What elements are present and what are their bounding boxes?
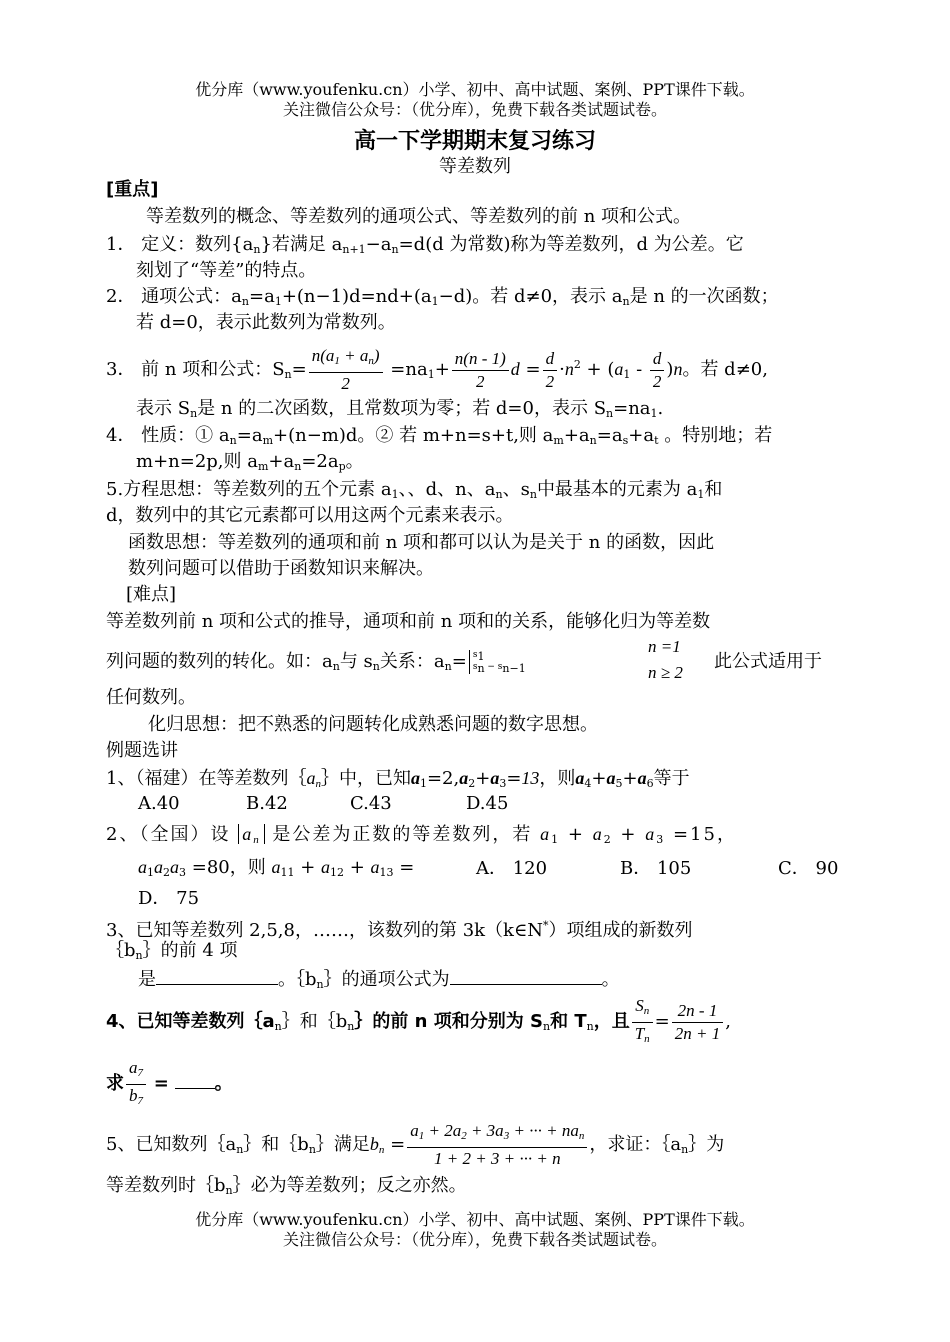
example-1-option-b: B.42: [246, 793, 288, 814]
header-line-2: 关注微信公众号：（优分库），免费下载各类试题试卷。: [282, 100, 667, 119]
example-2-option-b: B． 105: [620, 858, 692, 879]
example-3-line2: $\{b_n\}$的前 4 项: [106, 940, 238, 962]
example-2-option-a: A． 120: [476, 858, 548, 879]
key-sum-formula-line2: 表示 $S_n$是 n 的二次函数，且常数项为零；若 d=0，表示 $S_n=na_1$.: [136, 398, 664, 420]
example-3: 3、已知等差数列 2,5,8，……，该数列的第 3k（k∈N*）项组成的新数列: [106, 919, 693, 941]
hard-line-4: 化归思想：把不熟悉的问题转化成熟悉问题的数字思想。: [148, 714, 598, 735]
example-5: 5、已知数列$\{a_n\}$和$\{b_n\}$满足$b_n$ = $\frac{a_1 + 2a_2 + 3a_3 + \cdot\cdot\cdot + na_n}{1 + 2 + 3 + \cdot\cdot\cdot + n}$ ，求证：$\{a_n\}$为: [106, 1121, 725, 1168]
ratio-expression: $\frac{2n - 1}{2n + 1}$: [672, 1000, 723, 1045]
sum-fraction-3: $\frac{d}{2}$: [543, 348, 558, 393]
piecewise-brace: $s_1$ $s_n - s_{n-1}$: [469, 650, 526, 674]
example-3-line3: 是 。$\{b_n\}$的通项公式为 。: [138, 966, 620, 997]
hard-line-1: 等差数列前 n 项和公式的推导，通项和前 n 项和的关系，能够化归为等差数: [106, 611, 711, 632]
example-5-line2: 等差数列时$\{b_n\}$必为等差数列；反之亦然。: [106, 1175, 467, 1197]
ratio-a7-b7: $\frac{a_7}{b_7}$: [126, 1057, 146, 1112]
key-sum-formula: 3． 前 n 项和公式：$S_n=$ $\frac{n(a_1 + a_n)}{2}$ $=na_1+$ $\frac{n(n - 1)}{2}$ d = $\frac{d}{2}$ $\cdot n^2 + (a_1$ - $\frac{d}{2}$ )n。若 d≠0,: [106, 346, 768, 393]
key-general-term-line2: 若 d=0，表示此数列为常数列。: [136, 312, 396, 333]
hard-line-2: 列问题的数列的转化。如：$a_n$与 $s_n$关系：$a_n= s_1$ $s_n - s_{n-1}$: [106, 650, 526, 675]
hard-line-3: 任何数列。: [106, 687, 196, 708]
condition-n-ge-2: n ≥ 2: [648, 663, 683, 682]
examples-heading: 例题选讲: [106, 740, 178, 761]
key-property-line2: m+n=2p,则 $a_m+a_n=2a_p$。: [136, 451, 364, 473]
hard-heading: [难点]: [126, 584, 177, 605]
answer-blank-3[interactable]: [175, 1070, 215, 1089]
sum-fraction-4: $\frac{d}{2}$: [650, 348, 665, 393]
example-1-option-c: C.43: [350, 793, 392, 814]
page-subtitle: 等差数列: [439, 156, 511, 177]
example-1: 1、（福建）在等差数列$\{a_n\}$中，已知$a_1=2,a_2+a_3=13$，则$a_4+a_5+a_6$等于: [106, 768, 690, 790]
example-4: 4、已知等差数列$\{a_n\}$和$\{b_n\}$的前 n 项和分别为 $S_n$和 $T_n$，且 $\frac{S_n}{T_n}$ = $\frac{2n - 1}{2n + 1}$ ,: [106, 994, 731, 1055]
key-equation-idea-line2: d，数列中的其它元素都可以用这两个元素来表示。: [106, 505, 514, 526]
footer-line-1: 优分库（www.youfenku.cn）小学、初中、高中试题、案例、PPT课件下载。: [195, 1210, 755, 1229]
key-definition: 1． 定义：数列$\{a_n\}$若满足 $a_{n+1}-a_n=d(d$ 为常数)称为等差数列，d 为公差。它: [106, 234, 744, 256]
footer-line-2: 关注微信公众号：（优分库），免费下载各类试题试卷。: [282, 1230, 667, 1249]
key-general-term: 2． 通项公式：$a_n=a_1+(n-1)d=nd+(a_1-d)$。若 d≠0，表示 $a_n$是 n 的一次函数；: [106, 286, 779, 308]
bn-fraction: $\frac{a_1 + 2a_2 + 3a_3 + \cdot\cdot\cdot + na_n}{1 + 2 + 3 + \cdot\cdot\cdot + n}$: [407, 1120, 587, 1170]
example-1-option-a: A.40: [138, 793, 180, 814]
example-2-option-d: D． 75: [138, 888, 200, 909]
example-2-option-c: C． 90: [778, 858, 839, 879]
key-heading: [重点]: [106, 179, 159, 200]
sum-fraction-1: $\frac{n(a_1 + a_n)}{2}$: [309, 345, 383, 395]
page-title: 高一下学期期末复习练习: [353, 129, 596, 154]
sum-fraction-2: $\frac{n(n - 1)}{2}$: [452, 348, 509, 393]
key-property: 4． 性质：① $a_n=a_m+(n-m)d$。② 若 m+n=s+t,则 $a_m+a_n=a_s+a_t$ 。特别地；若: [106, 425, 773, 447]
example-2-line2: $a_1a_2a_3 =80$，则 $a_{11} + a_{12} + a_{13}$ =: [138, 857, 415, 879]
answer-blank-1[interactable]: [156, 966, 278, 985]
hard-line-2-tail: 此公式适用于: [714, 651, 822, 672]
example-2: 2、（全国）设 $a_n$ 是公差为正数的等差数列，若 $a_1 + a_2 + a_3 =15$，: [106, 824, 737, 846]
answer-blank-2[interactable]: [450, 966, 602, 985]
key-function-idea-line2: 数列问题可以借助于函数知识来解决。: [128, 558, 434, 579]
condition-n-equals-1: n =1: [648, 637, 681, 656]
key-intro: 等差数列的概念、等差数列的通项公式、等差数列的前 n 项和公式。: [146, 206, 692, 227]
key-equation-idea: 5.方程思想：等差数列的五个元素 $a_1$、、d、n、$a_n$、$s_n$中最基本的元素为 $a_1$和: [106, 479, 723, 501]
ratio-s-t: $\frac{S_n}{T_n}$: [632, 995, 653, 1050]
key-function-idea: 函数思想：等差数列的通项和前 n 项和都可以认为是关于 n 的函数，因此: [128, 532, 715, 553]
example-4-line2: 求 $\frac{a_7}{b_7}$ = 。: [106, 1056, 233, 1112]
header-line-1: 优分库（www.youfenku.cn）小学、初中、高中试题、案例、PPT课件下载。: [195, 80, 755, 99]
key-definition-line2: 刻划了“等差”的特点。: [136, 260, 317, 281]
example-1-option-d: D.45: [466, 793, 509, 814]
